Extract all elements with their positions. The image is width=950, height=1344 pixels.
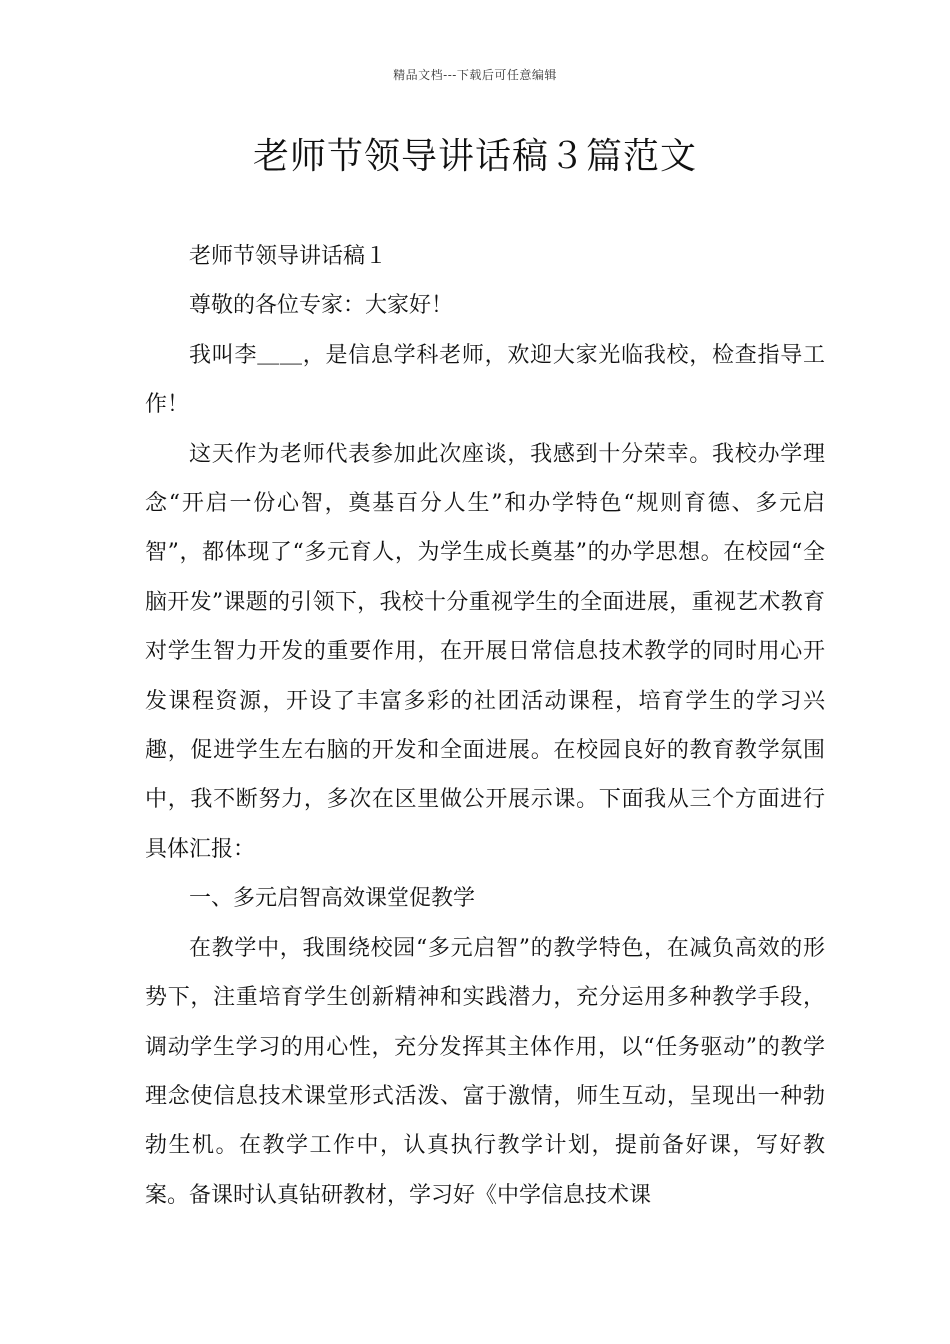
subsection-heading: 一、多元启智高效课堂促教学: [189, 886, 476, 912]
document-body: [145, 232, 825, 1220]
document-title: 老师节领导讲话稿３篇范文: [252, 136, 697, 177]
body-paragraph: 在教学中，我围绕校园“多元启智”的教学特色，在减负高效的形势下，注重培育学生创新精神和实践潜力，充分运用多种教学手段，调动学生学习的用心性，充分发挥其主体作用，以“任务驱动”的教学理念使信息技术课堂形式活泼、富于激情，师生互动，呈现出一种勃勃生机。在教学工作中，认真执行教学计划，提前备好课，写好教案。备课时认真钻研教材，学习好《中学信息技术课: [145, 935, 825, 1208]
greeting-paragraph: 尊敬的各位专家：大家好！: [189, 293, 454, 319]
body-paragraph: 这天作为老师代表参加此次座谈，我感到十分荣幸。我校办学理念“开启一份心智，奠基百分人生”和办学特色“规则育德、多元启智”，都体现了“多元育人，为学生成长奠基”的办学思想。在校园“全脑开发”课题的引领下，我校十分重视学生的全面进展，重视艺术教育对学生智力开发的重要作用，在开展日常信息技术教学的同时用心开发课程资源，开设了丰富多彩的社团活动课程，培育学生的学习兴趣，促进学生左右脑的开发和全面进展。在校园良好的教育教学氛围中，我不断努力，多次在区里做公开展示课。下面我从三个方面进行具体汇报：: [145, 441, 825, 862]
header-note: 精品文档---下载后可任意编辑: [393, 68, 557, 82]
intro-paragraph: 我叫李＿＿，是信息学科老师，欢迎大家光临我校，检查指导工作！: [145, 342, 825, 418]
section-heading: 老师节领导讲话稿１: [189, 244, 388, 269]
